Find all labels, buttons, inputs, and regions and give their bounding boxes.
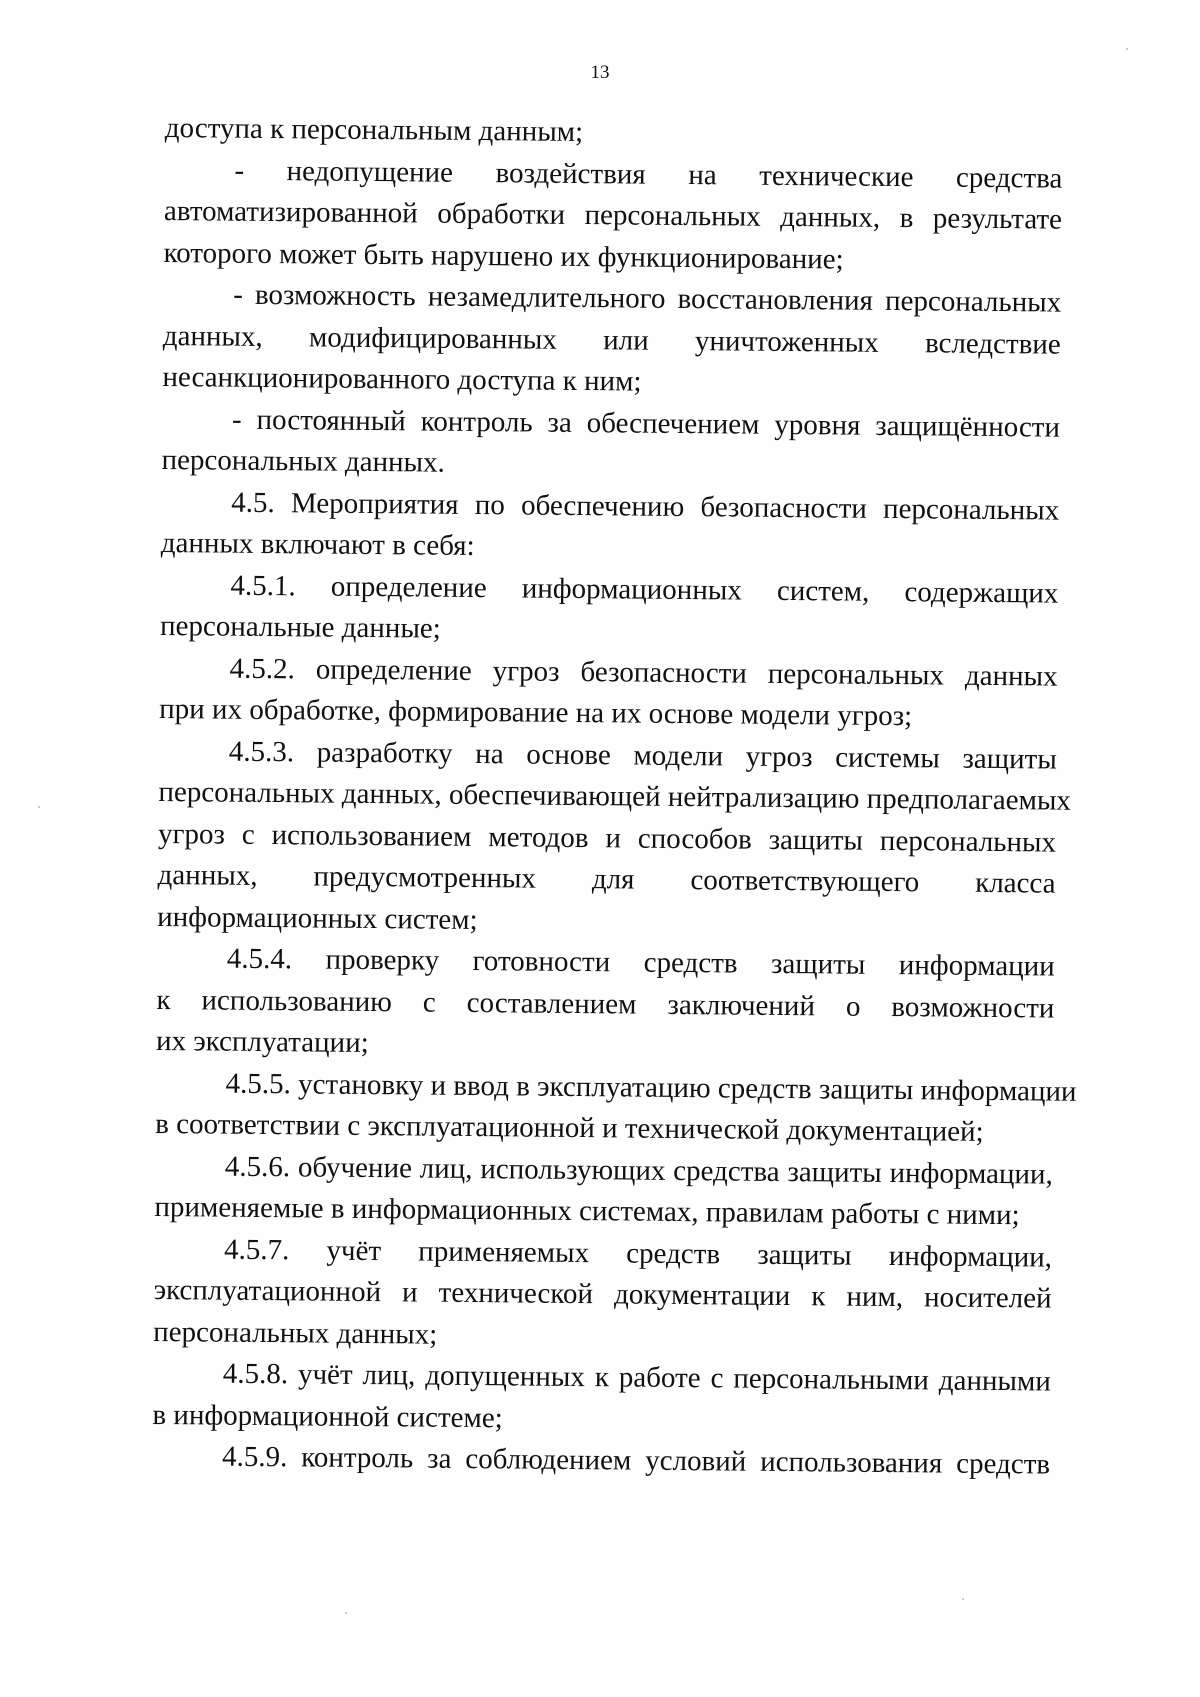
text-line: персональных данных. [161, 443, 446, 479]
text-line: 4.5.3. разработку на основе модели угроз системы защиты [228, 735, 1057, 776]
text-line: - постоянный контроль за обеспечением уровня защищённости [231, 403, 1061, 444]
text-line: в соответствии с эксплуатационной и технической документацией; [155, 1107, 984, 1148]
text-line: информационных систем; [157, 900, 478, 936]
text-line: 4.5.7. учёт применяемых средств защиты информации, [223, 1233, 1053, 1274]
text-line: автоматизированной обработки персональных данных, в результате [163, 194, 1063, 236]
text-line: - возможность незамедлительного восстановления персональных [233, 278, 1062, 319]
scan-speck [1126, 48, 1128, 50]
text-line: 4.5.9. контроль за соблюдением условий использования средств [221, 1440, 1051, 1481]
text-line: 4.5.8. учёт лиц, допущенных к работе с персональными данными [222, 1357, 1051, 1398]
text-line: 4.5.2. определение угроз безопасности персональных данных [229, 652, 1058, 693]
text-line: к использованию с составлением заключений о возможности [156, 983, 1055, 1025]
text-line: персональных данных, обеспечивающей нейтрализацию предполагаемых [158, 775, 1072, 817]
scan-speck [962, 1598, 964, 1600]
scan-speck [345, 1612, 347, 1614]
text-line: 4.5.1. определение информационных систем, содержащих [230, 569, 1059, 610]
text-line: 4.5.4. проверку готовности средств защиты информации [226, 942, 1055, 983]
text-line: которого может быть нарушено их функционирование; [163, 236, 844, 276]
text-line: 4.5. Мероприятия по обеспечению безопасности персональных [231, 486, 1060, 527]
scan-speck [38, 806, 40, 808]
text-line: несанкционированного доступа к ним; [162, 360, 642, 398]
page-number: 13 [590, 62, 610, 83]
text-line: угроз с использованием методов и способов защиты персональных [157, 817, 1057, 859]
document-body [152, 108, 1077, 1486]
text-line: применяемые в информационных системах, правилам работы с ними; [154, 1190, 1020, 1232]
text-line: эксплуатационной и технической документации к ним, носителей [153, 1273, 1052, 1315]
text-line: в информационной системе; [152, 1398, 503, 1434]
text-line: 4.5.6. обучение лиц, использующих средства защиты информации, [224, 1150, 1053, 1191]
text-line: при их обработке, формирование на их основе модели угроз; [159, 692, 913, 733]
text-line: - недопущение воздействия на технические средства [234, 154, 1063, 195]
text-line: данных, модифицированных или уничтоженных вследствие [162, 319, 1061, 361]
text-block [152, 108, 1077, 1486]
text-line: их эксплуатации; [155, 1024, 369, 1059]
text-line: персональных данных; [153, 1315, 438, 1351]
text-line: 4.5.5. установку и ввод в эксплуатацию средств защиты информации [225, 1067, 1077, 1108]
text-line: данных, предусмотренных для соответствующего класса [157, 858, 1056, 900]
text-line: персональные данные; [159, 609, 441, 645]
text-line: доступа к персональным данным; [164, 111, 584, 149]
text-line: данных включают в себя: [160, 526, 475, 562]
